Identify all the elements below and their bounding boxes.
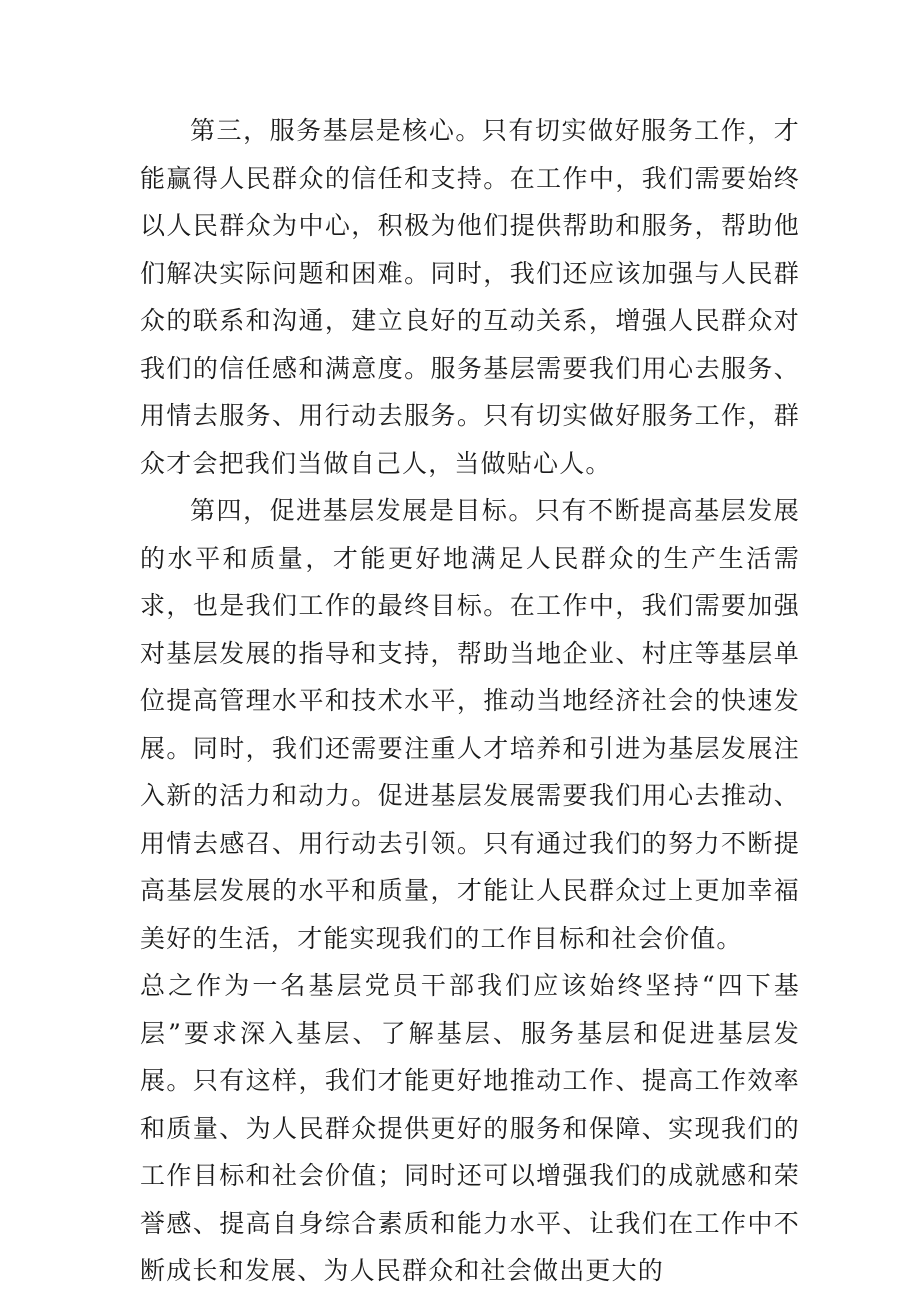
- document-body: [140, 107, 800, 1295]
- paragraph-third-point: 第三，服务基层是核心。只有切实做好服务工作，才能赢得人民群众的信任和支持。在工作中，我们需要始终以人民群众为中心，积极为他们提供帮助和服务，帮助他们解决实际问题和困难。同时，我们还应该加强与人民群众的联系和沟通，建立良好的互动关系，增强人民群众对我们的信任感和满意度。服务基层需要我们用心去服务、用情去服务、用行动去服务。只有切实做好服务工作，群众才会把我们当做自己人，当做贴心人。: [140, 116, 800, 478]
- paragraph-conclusion: 总之作为一名基层党员干部我们应该始终坚持“四下基层”要求深入基层、了解基层、服务基层和促进基层发展。只有这样，我们才能更好地推动工作、提高工作效率和质量、为人民群众提供更好的服务和保障、实现我们的工作目标和社会价值；同时还可以增强我们的成就感和荣誉感、提高自身综合素质和能力水平、让我们在工作中不断成长和发展、为人民群众和社会做出更大的: [140, 971, 800, 1285]
- paragraph-fourth-point: 第四，促进基层发展是目标。只有不断提高基层发展的水平和质量，才能更好地满足人民群众的生产生活需求，也是我们工作的最终目标。在工作中，我们需要加强对基层发展的指导和支持，帮助当地企业、村庄等基层单位提高管理水平和技术水平，推动当地经济社会的快速发展。同时，我们还需要注重人才培养和引进为基层发展注入新的活力和动力。促进基层发展需要我们用心去推动、用情去感召、用行动去引领。只有通过我们的努力不断提高基层发展的水平和质量，才能让人民群众过上更加幸福美好的生活，才能实现我们的工作目标和社会价值。: [140, 496, 800, 953]
